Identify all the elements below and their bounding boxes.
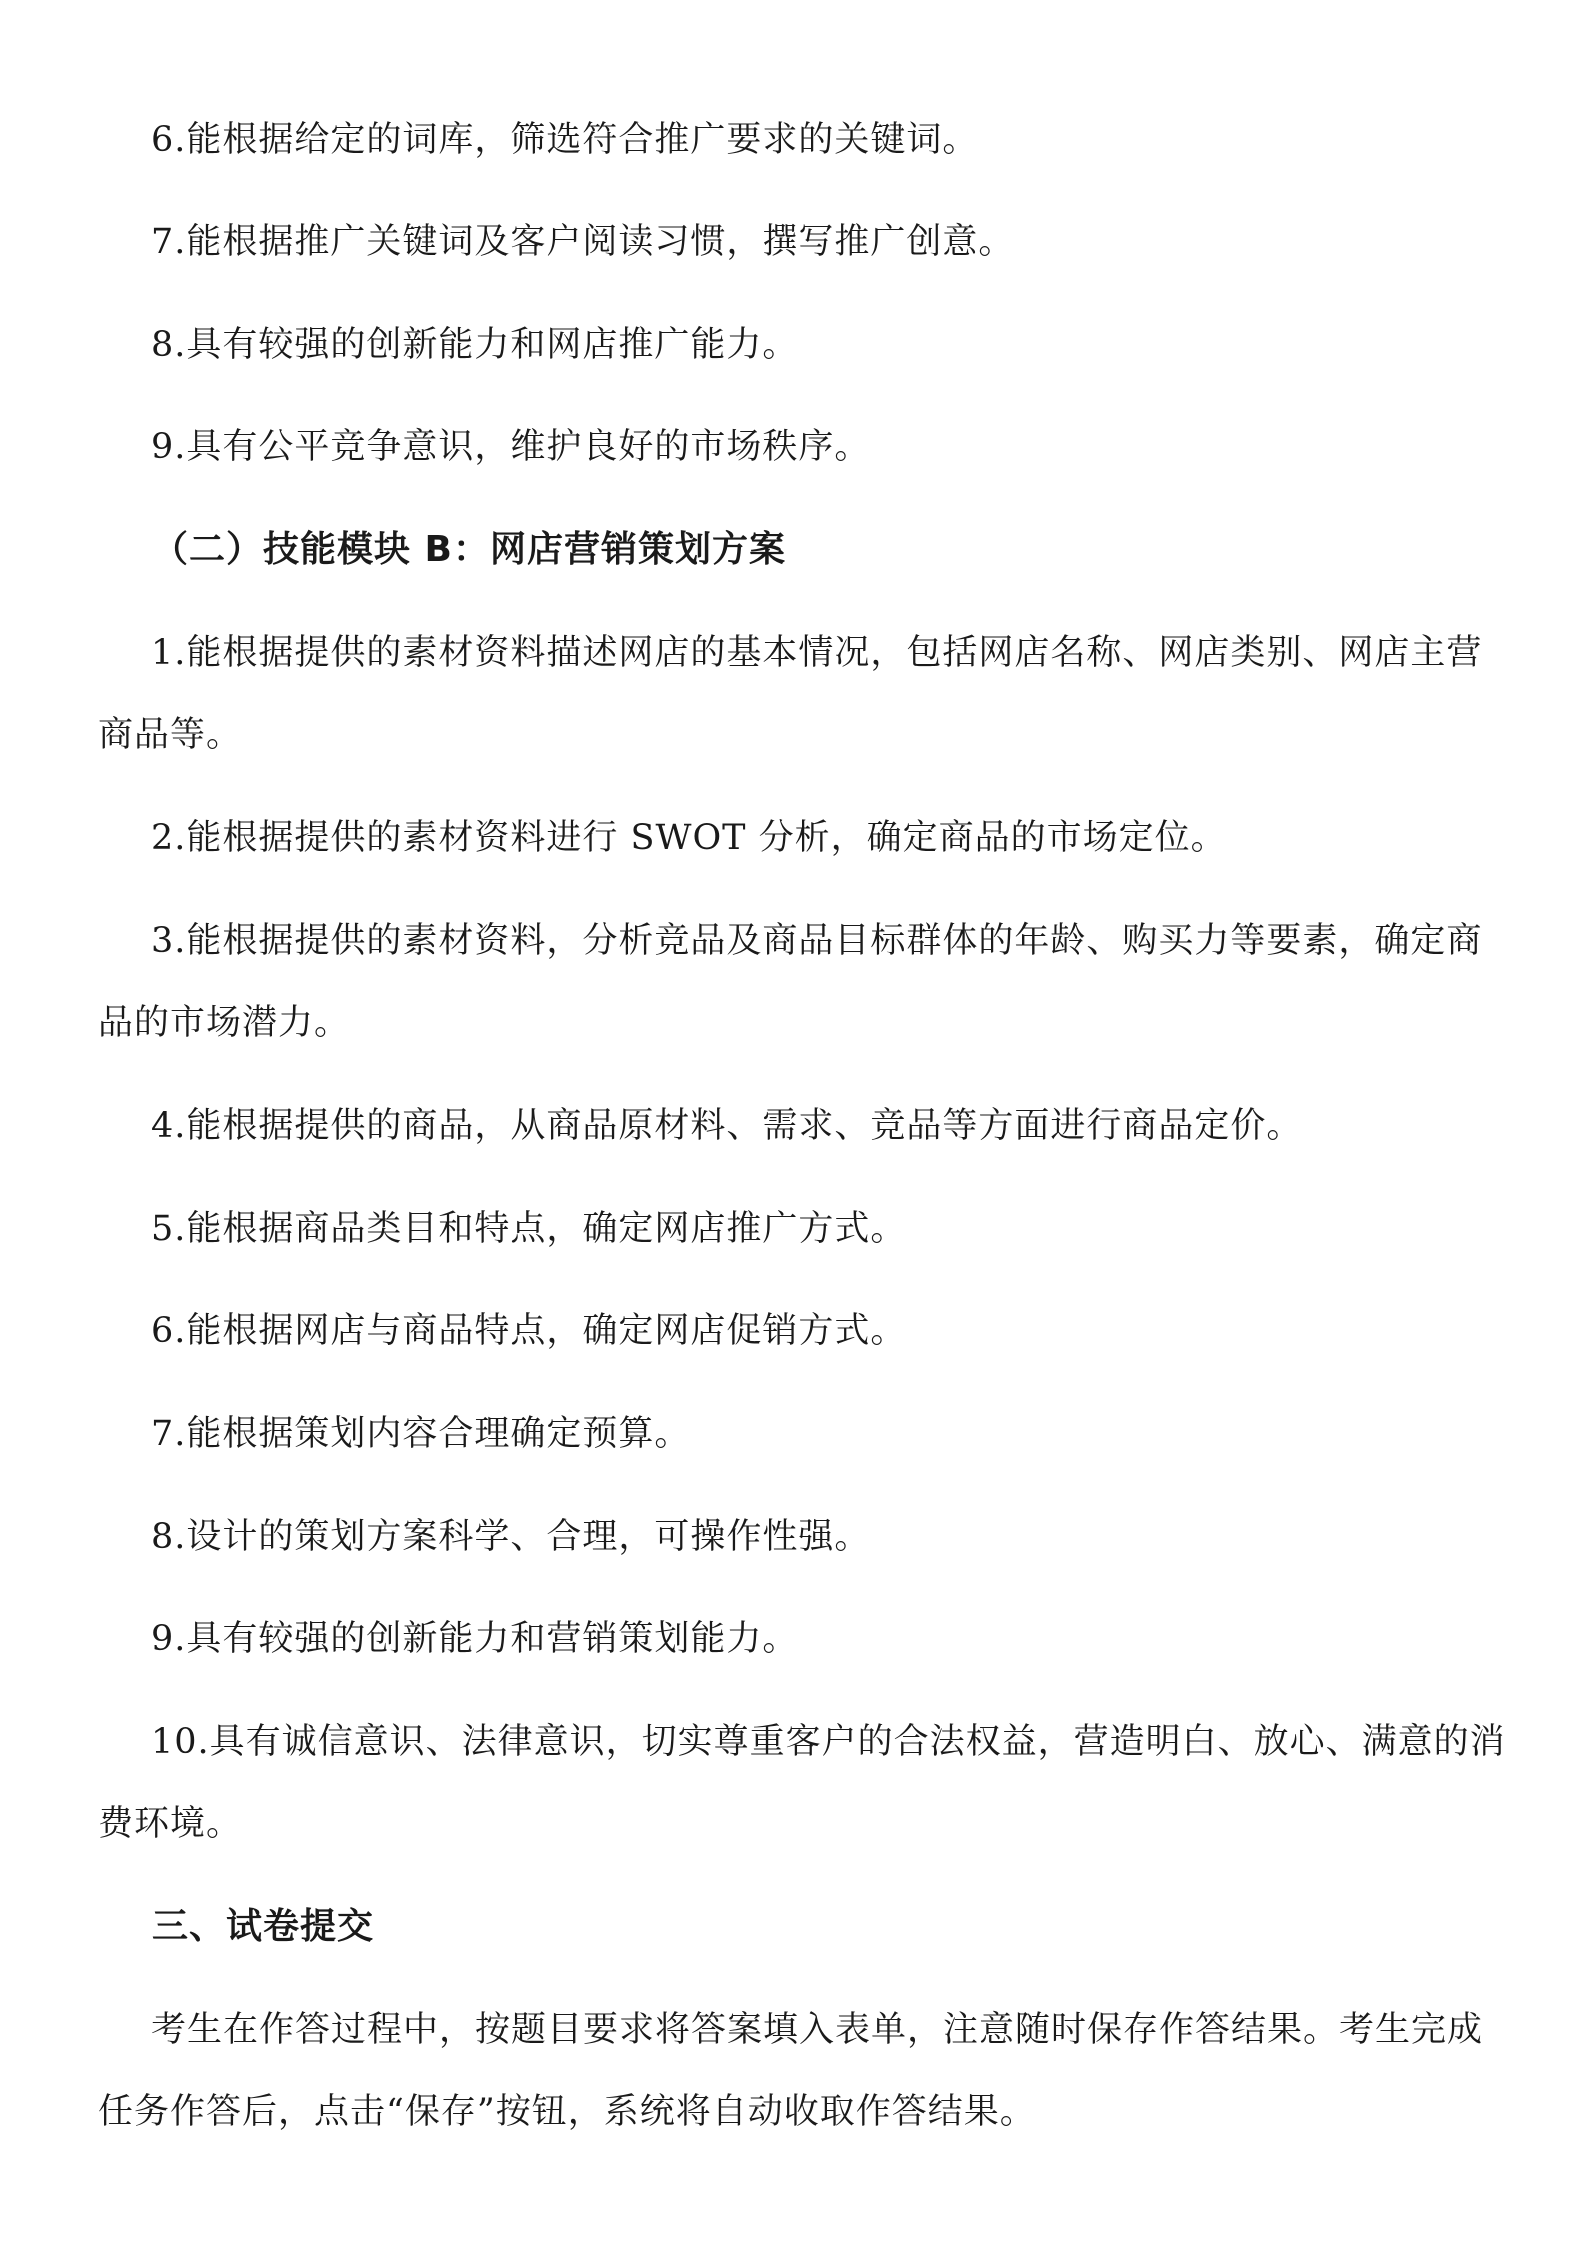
list-item: 7.能根据策划内容合理确定预算。 xyxy=(151,1414,691,1454)
paragraph-line: 考生在作答过程中，按题目要求将答案填入表单，注意随时保存作答结果。考生完成 xyxy=(151,2010,1484,2050)
list-item-continuation: 品的市场潜力。 xyxy=(98,1003,351,1043)
list-item: 5.能根据商品类目和特点，确定网店推广方式。 xyxy=(151,1209,907,1249)
list-item: 6.能根据网店与商品特点，确定网店促销方式。 xyxy=(151,1311,907,1351)
list-item-continuation: 费环境。 xyxy=(98,1804,243,1844)
list-item: 6.能根据给定的词库，筛选符合推广要求的关键词。 xyxy=(151,120,979,160)
list-item: 4.能根据提供的商品，从商品原材料、需求、竞品等方面进行商品定价。 xyxy=(151,1106,1303,1146)
list-item: 10.具有诚信意识、法律意识，切实尊重客户的合法权益，营造明白、放心、满意的消 xyxy=(151,1722,1506,1762)
list-item: 9.具有公平竞争意识，维护良好的市场秩序。 xyxy=(151,427,871,467)
list-item: 2.能根据提供的素材资料进行 SWOT 分析，确定商品的市场定位。 xyxy=(151,818,1227,858)
list-item: 8.设计的策划方案科学、合理，可操作性强。 xyxy=(151,1517,871,1557)
list-item: 7.能根据推广关键词及客户阅读习惯，撰写推广创意。 xyxy=(151,222,1015,262)
section-heading: （二）技能模块 B：网店营销策划方案 xyxy=(152,529,786,570)
list-item: 3.能根据提供的素材资料，分析竞品及商品目标群体的年龄、购买力等要素，确定商 xyxy=(151,921,1483,961)
section-heading: 三、试卷提交 xyxy=(152,1906,375,1947)
paragraph-line: 任务作答后，点击“保存”按钮，系统将自动收取作答结果。 xyxy=(98,2092,1036,2132)
list-item: 9.具有较强的创新能力和营销策划能力。 xyxy=(151,1619,799,1659)
list-item-continuation: 商品等。 xyxy=(98,715,243,755)
list-item: 8.具有较强的创新能力和网店推广能力。 xyxy=(151,325,799,365)
list-item: 1.能根据提供的素材资料描述网店的基本情况，包括网店名称、网店类别、网店主营 xyxy=(151,633,1483,673)
